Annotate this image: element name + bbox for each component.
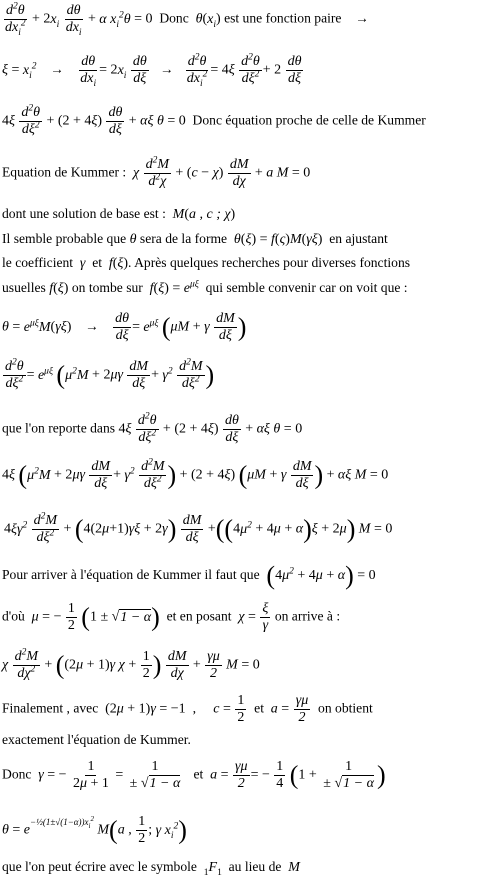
- text-donc: Donc: [159, 10, 189, 26]
- text-coefficient: le coefficient: [2, 255, 74, 270]
- line-11: que l'on reporte dans 4ξ $\frac{d^2\theta}{d\xi^2}$ + (2 + 4ξ) $\frac{d\theta}{d\xi}$ + αξ θ = 0: [2, 411, 303, 445]
- text-en-posant: et en posant: [166, 608, 232, 624]
- text-kummer-proche: Donc équation proche de celle de Kummer: [192, 112, 426, 128]
- text-et-3: et: [193, 766, 204, 782]
- text-symbole: que l'on peut écrire avec le symbole: [2, 859, 197, 874]
- text-sera-forme: sera de la forme: [139, 231, 228, 246]
- line-1: $d^2\theta$ $dx_i^2$ + $2x_i$ dθ $dx_i$ + α $x_i^2\theta = 0$ Donc $\theta(x_i)$ est une fonction paire →: [5, 1, 369, 38]
- text-et-2: et: [254, 700, 264, 716]
- line-5: dont une solution de base est : M(a , c ; χ): [2, 206, 236, 222]
- line-18: [2, 733, 191, 747]
- line-20: $\theta = e^{-\frac{1}{2}(1\pm√(1-\alpha))x_i^2}$ M(a , $\frac{1}{2}$ ; γ $x_i^2$): [2, 814, 187, 846]
- text-tombe-sur: on tombe sur: [71, 280, 143, 295]
- text-donc-2: Donc: [2, 766, 32, 782]
- line-19: Donc γ = − $\frac{1}{2\mu + 1}$ = $\frac{1}{\pm √1 - \alpha}$ et a = $\frac{\gamma\mu}{2}$ = − $\frac{1}{4}$ (1 + $\frac{1}{\pm √1 - \alpha}$ ): [2, 759, 386, 791]
- text-on-arrive: on arrive à :: [274, 608, 341, 624]
- line-21: que l'on peut écrire avec le symbole $_1F_1$ au lieu de M: [2, 859, 300, 878]
- line-2: $\xi = x_i^2$ → dθ $dx_i$ = $2x_i$ $\frac{d\theta}{d\xi}$ → $d^2\theta$ $dx_i^2$ = 4ξ $\frac{d^2\theta}{d\xi^2}$ + 2 $\frac{d\theta}{d\xi}$: [2, 52, 302, 89]
- text-reporte-dans: que l'on reporte dans: [2, 420, 116, 436]
- text-usuelles: usuelles: [2, 280, 46, 295]
- text-recherches: . Après quelques recherches pour diverses fonctions: [128, 255, 411, 270]
- text-solution-base: dont une solution de base est :: [2, 206, 166, 221]
- text-on-obtient: on obtient: [318, 700, 373, 716]
- line-6: Il semble probable que θ sera de la forme θ(ξ) = f(ς)M(γξ) en ajustant: [2, 231, 388, 247]
- line-14: Pour arriver à l'équation de Kummer il faut que $(4\mu^2 + 4\mu + \alpha) = 0$: [2, 561, 376, 590]
- arrow-icon: →: [355, 10, 369, 26]
- text-pour-arriver: Pour arriver à l'équation de Kummer il faut que: [2, 567, 260, 583]
- eq-d2theta-dxi2: $d^2\theta$ $dx_i^2$: [5, 1, 26, 38]
- line-3: 4ξ $\frac{d^2\theta}{d\xi^2}$ + (2 + 4ξ) $\frac{d\theta}{d\xi}$ + αξ θ = 0 Donc équation proche de celle de Kummer: [2, 103, 426, 137]
- line-17: Finalement , avec (2μ + 1)γ = −1 , c = $\frac{1}{2}$ et a = $\frac{\gamma\mu}{2}$ on obtient: [2, 693, 373, 725]
- text-semble-convenir: qui semble convenir car on voit que :: [205, 280, 408, 295]
- line-16: χ $\frac{d^2M}{d\chi^2}$ + ((2μ + 1)γ χ + $\frac{1}{2}$ ) $\frac{dM}{d\chi}$ + $\frac{\gamma\mu}{2}$ M = 0: [2, 647, 260, 681]
- line-13: $4\xi\gamma^2$ $\frac{d^2M}{d\xi^2}$ + (4(2μ+1)γξ + 2γ) $\frac{dM}{d\xi}$ $+((4\mu^2 + 4\mu + \alpha)\xi + 2\mu) M = 0$: [4, 511, 393, 545]
- text-fonction-paire: est une fonction paire: [224, 10, 342, 26]
- line-9: $\theta = e^{\mu\xi}M(\gamma\xi)$ → $\frac{d\theta}{d\xi}$ = $e^{\mu\xi}$ (μM + γ $\frac{dM}{d\xi}$ ): [2, 311, 247, 343]
- text-exactement: exactement l'équation de Kummer.: [2, 732, 191, 747]
- text-et: et: [92, 255, 103, 270]
- line-12: 4ξ ($\mu^2M + 2\mu\gamma$ $\frac{dM}{d\xi}$ + $\gamma^2$ $\frac{d^2M}{d\xi^2}$ ) + (2 + 4ξ) (μM + γ $\frac{dM}{d\xi}$ ) + αξ M = 0: [2, 457, 389, 491]
- text-dou: d'où: [2, 608, 25, 624]
- line-7: le coefficient γ et f(ξ). Après quelques recherches pour diverses fonctions: [2, 255, 411, 271]
- line-8: usuelles f(ξ) on tombe sur $f(\xi) = e^{\mu\xi}$ qui semble convenir car on voit que :: [2, 279, 408, 296]
- text-en-ajustant: en ajustant: [329, 231, 388, 246]
- text-il-semble: Il semble probable que: [2, 231, 127, 246]
- line-4: Equation de Kummer : χ $\frac{d^2M}{d^2\chi}$ + (c − χ) $\frac{dM}{d\chi}$ + a M = 0: [2, 155, 311, 189]
- text-finalement: Finalement , avec: [2, 700, 99, 716]
- line-15: d'où μ = − $\frac{1}{2}$ (1 ± √1 − α) et en posant χ = $\frac{\xi}{\gamma}$ on arrive à :: [2, 601, 341, 633]
- line-10: $\frac{d^2\theta}{d\xi^2}$ = $e^{\mu\xi}$ ($\mu^2M + 2\mu\gamma$ $\frac{dM}{d\xi}$ + $\gamma^2$ $\frac{d^2M}{d\xi^2}$ ): [5, 357, 215, 391]
- text-au-lieu-de: au lieu de: [228, 859, 282, 874]
- text-equation-kummer: Equation de Kummer :: [2, 164, 127, 180]
